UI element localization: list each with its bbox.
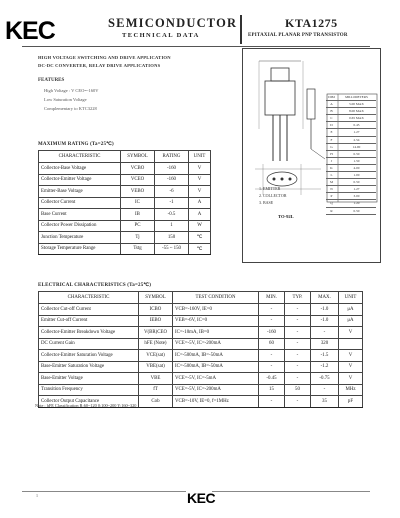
table-cell: -55 ~ 150	[155, 243, 189, 255]
table-row	[39, 361, 363, 373]
table-cell: -	[259, 361, 285, 373]
table-cell: V	[189, 174, 211, 186]
table-row	[39, 384, 363, 396]
dimension-label: K	[330, 165, 333, 170]
table-cell: IEBO	[139, 315, 173, 327]
dimension-label: Q	[330, 201, 333, 206]
table-cell: -1	[155, 197, 189, 209]
table-cell: -0.5	[155, 209, 189, 221]
part-number: KTA1275	[285, 16, 338, 30]
table-cell: Emitter Cut-off Current	[39, 315, 139, 327]
dimension-label: P	[330, 194, 333, 199]
table-row	[39, 304, 363, 316]
max-rating-title: MAXIMUM RATING (Ta=25℃)	[38, 142, 114, 147]
table-cell: -	[259, 315, 285, 327]
column-header: SYMBOL	[121, 151, 155, 163]
table-row	[39, 197, 211, 209]
table-cell: Transition Frequency	[39, 384, 139, 396]
table-cell: IC	[121, 197, 155, 209]
table-cell: 60	[259, 338, 285, 350]
dimension-row	[326, 200, 376, 207]
dimension-label: D	[330, 123, 333, 128]
table-cell: VCEO	[121, 174, 155, 186]
table-cell: -	[311, 327, 339, 339]
table-cell: Collector Cut-off Current	[39, 304, 139, 316]
table-row	[39, 209, 211, 221]
table-row	[39, 243, 211, 255]
table-cell: 1	[155, 220, 189, 232]
table-cell: VCE=-5V, IC=-200mA	[173, 384, 259, 396]
application-line: DC-DC CONVERTER, RELAY DRIVE APPLICATIONS	[38, 63, 161, 68]
pin-legend	[259, 185, 286, 206]
header-rule	[22, 46, 370, 47]
table-row	[39, 220, 211, 232]
feature-item: High Voltage : V CEO=-160V	[44, 88, 99, 93]
dimension-value: 0.50	[353, 180, 360, 185]
dimension-label: J	[330, 158, 333, 163]
table-cell: -1.0	[311, 315, 339, 327]
table-cell: VCBO	[121, 163, 155, 175]
table-cell: -	[285, 327, 311, 339]
dimension-value: 1.50	[353, 158, 360, 163]
table-cell: ℃	[189, 232, 211, 244]
table-cell: ICBO	[139, 304, 173, 316]
table-cell: -	[259, 350, 285, 362]
table-cell: Storage Temperature Range	[39, 243, 121, 255]
elec-char-table	[38, 291, 363, 408]
dimension-row	[326, 144, 376, 151]
table-cell: V	[189, 163, 211, 175]
dimension-value: 2.54	[353, 137, 360, 142]
table-cell: -160	[259, 327, 285, 339]
column-header: TYP.	[285, 292, 311, 304]
table-cell: -160	[155, 163, 189, 175]
dimension-value: 14.00	[352, 144, 361, 149]
footer-kec-logo	[186, 490, 216, 506]
table-cell: 320	[311, 338, 339, 350]
dimension-row	[326, 122, 376, 129]
table-cell: VEBO	[121, 186, 155, 198]
table-cell: -1.0	[311, 304, 339, 316]
dimension-label: C	[330, 116, 333, 121]
table-cell: V	[339, 327, 363, 339]
table-cell: -	[285, 350, 311, 362]
table-cell: -	[285, 315, 311, 327]
dimension-row	[326, 137, 376, 144]
dimension-label: N	[330, 187, 333, 192]
table-cell: fT	[139, 384, 173, 396]
table-cell: Collector-Emitter Saturation Voltage	[39, 350, 139, 362]
table-cell: 15	[259, 384, 285, 396]
dimension-label: DIM	[328, 95, 335, 99]
table-cell: A	[189, 197, 211, 209]
table-cell: A	[189, 209, 211, 221]
dimension-row	[326, 193, 376, 200]
table-cell: Junction Temperature	[39, 232, 121, 244]
table-cell: hFE (Note)	[139, 338, 173, 350]
column-header: MAX.	[311, 292, 339, 304]
table-row	[39, 163, 211, 175]
header-subtitle: TECHNICAL DATA	[122, 32, 200, 39]
table-row	[39, 350, 363, 362]
table-cell: VBE	[139, 373, 173, 385]
table-row	[39, 327, 363, 339]
dimension-table	[326, 94, 376, 215]
dimension-value: MILLIMETERS	[345, 95, 368, 99]
table-cell: IC=-500mA, IB=-50mA	[173, 350, 259, 362]
package-name: TO-92L	[278, 214, 294, 219]
table-cell: Emitter-Base Voltage	[39, 186, 121, 198]
table-cell: Base-Emitter Voltage	[39, 373, 139, 385]
table-cell: V	[339, 361, 363, 373]
table-cell: IC=-500mA, IB=-50mA	[173, 361, 259, 373]
dimension-row	[326, 129, 376, 136]
dimension-value: 1.20	[353, 201, 360, 206]
table-cell: -	[259, 396, 285, 408]
table-cell: Collector-Base Voltage	[39, 163, 121, 175]
column-header: UNIT	[189, 151, 211, 163]
dimension-row	[326, 208, 376, 215]
table-cell: -1.2	[311, 361, 339, 373]
dimension-value: 5.00 MAX	[349, 102, 364, 107]
svg-text:KEC: KEC	[187, 490, 216, 506]
table-cell: -0.75	[311, 373, 339, 385]
table-cell: 35	[311, 396, 339, 408]
dimension-value: 0.65 MAX	[349, 116, 364, 121]
table-cell: V(BR)CEO	[139, 327, 173, 339]
column-header: MIN.	[259, 292, 285, 304]
dimension-label: A	[330, 102, 333, 107]
column-header: UNIT	[339, 292, 363, 304]
table-cell: W	[189, 220, 211, 232]
dimension-label: H	[330, 151, 333, 156]
dimension-value: 1.27	[353, 187, 360, 192]
table-cell: IB	[121, 209, 155, 221]
dimension-value: 1.00	[353, 173, 360, 178]
column-header: CHARACTERISTIC	[39, 292, 139, 304]
dimension-value: 8.00 MAX	[349, 109, 364, 114]
part-description: EPITAXIAL PLANAR PNP TRANSISTOR	[248, 33, 348, 38]
dimension-label: M	[329, 180, 333, 185]
features-heading: FEATURES	[38, 78, 65, 83]
dimension-label: F	[330, 137, 333, 142]
dimension-row	[326, 115, 376, 122]
dimension-label: B	[330, 109, 333, 114]
table-cell: μA	[339, 304, 363, 316]
table-cell: -	[311, 384, 339, 396]
dimension-value: 1.27	[353, 130, 360, 135]
dimension-row	[326, 186, 376, 193]
application-line: HIGH VOLTAGE SWITCHING AND DRIVE APPLICATION	[38, 55, 171, 60]
table-cell: VCB=-160V, IE=0	[173, 304, 259, 316]
feature-item: Low Saturation Voltage	[44, 97, 87, 102]
dimension-value: 3.00	[353, 194, 360, 199]
dimension-row	[326, 108, 376, 115]
table-cell: PC	[121, 220, 155, 232]
table-cell: V	[339, 350, 363, 362]
dimension-row	[326, 165, 376, 172]
dimension-row	[326, 158, 376, 165]
dimension-label: L	[330, 173, 333, 178]
table-cell: -	[285, 304, 311, 316]
dimension-row	[326, 179, 376, 186]
table-cell: -	[285, 338, 311, 350]
table-cell: -	[285, 373, 311, 385]
svg-text:KEC: KEC	[5, 17, 55, 45]
table-cell: VCE=-5V, IC=-5mA	[173, 373, 259, 385]
feature-item: Complementary to KTC3228	[44, 106, 97, 111]
table-row	[39, 338, 363, 350]
table-row	[39, 373, 363, 385]
table-cell: -	[259, 304, 285, 316]
header-divider	[240, 15, 242, 44]
table-cell: Base Current	[39, 209, 121, 221]
pin-label: 2. COLLECTOR	[259, 193, 287, 198]
table-cell: -1.5	[311, 350, 339, 362]
table-cell: VCB=-10V, IE=0, f=1MHz	[173, 396, 259, 408]
table-cell: VBE(sat)	[139, 361, 173, 373]
classification-note: Note : hFE Classification R:60~120 0:100~200 Y:160~320	[35, 403, 137, 408]
table-cell: -	[285, 361, 311, 373]
table-cell: Cob	[139, 396, 173, 408]
table-cell: -160	[155, 174, 189, 186]
table-cell: -0.45	[259, 373, 285, 385]
dimension-row	[326, 172, 376, 179]
pin-label: 3. BASE	[259, 200, 274, 205]
table-cell: V	[189, 186, 211, 198]
table-cell: pF	[339, 396, 363, 408]
table-row	[39, 315, 363, 327]
table-cell: -6	[155, 186, 189, 198]
table-cell: VCE(sat)	[139, 350, 173, 362]
column-header: TEST CONDITION	[173, 292, 259, 304]
table-cell: V	[339, 373, 363, 385]
dimension-value: 4.00	[353, 165, 360, 170]
dimension-row	[326, 94, 376, 101]
table-cell: μA	[339, 315, 363, 327]
pin-label: 1. EMITTER	[259, 186, 281, 191]
page-number: 1	[36, 493, 38, 498]
kec-logo	[5, 17, 55, 45]
table-cell: Tstg	[121, 243, 155, 255]
table-cell: MHz	[339, 384, 363, 396]
column-header: CHARACTERISTIC	[39, 151, 121, 163]
table-cell	[339, 338, 363, 350]
table-cell: -	[285, 396, 311, 408]
dimension-value: 0.45	[353, 123, 360, 128]
table-row	[39, 174, 211, 186]
header-title: SEMICONDUCTOR	[108, 16, 238, 30]
dimension-value: 0.50	[353, 208, 360, 213]
table-row	[39, 232, 211, 244]
elec-char-title: ELECTRICAL CHARACTERISTICS (Ta=25℃)	[38, 283, 152, 288]
table-cell: Collector-Emitter Breakdown Voltage	[39, 327, 139, 339]
column-header: SYMBOL	[139, 292, 173, 304]
dimension-label: G	[330, 144, 333, 149]
table-cell: Collector Output Capacitance	[39, 396, 139, 408]
dimension-row	[326, 151, 376, 158]
table-cell: VCE=-5V, IC=-200mA	[173, 338, 259, 350]
table-cell: IC=-10mA, IB=0	[173, 327, 259, 339]
dimension-row	[326, 101, 376, 108]
table-cell: Base-Emitter Saturation Voltage	[39, 361, 139, 373]
table-row	[39, 186, 211, 198]
dimension-label: E	[330, 130, 333, 135]
dimension-label: R	[330, 208, 333, 213]
max-rating-table	[38, 150, 211, 255]
table-cell: DC Current Gain	[39, 338, 139, 350]
dimension-value: 0.50	[353, 151, 360, 156]
table-cell: Collector Current	[39, 197, 121, 209]
column-header: RATING	[155, 151, 189, 163]
table-cell: VEB=-6V, IC=0	[173, 315, 259, 327]
table-cell: Collector Power Dissipation	[39, 220, 121, 232]
table-cell: 150	[155, 232, 189, 244]
table-cell: Collector-Emitter Voltage	[39, 174, 121, 186]
table-cell: ℃	[189, 243, 211, 255]
table-cell: Tj	[121, 232, 155, 244]
table-cell: 50	[285, 384, 311, 396]
